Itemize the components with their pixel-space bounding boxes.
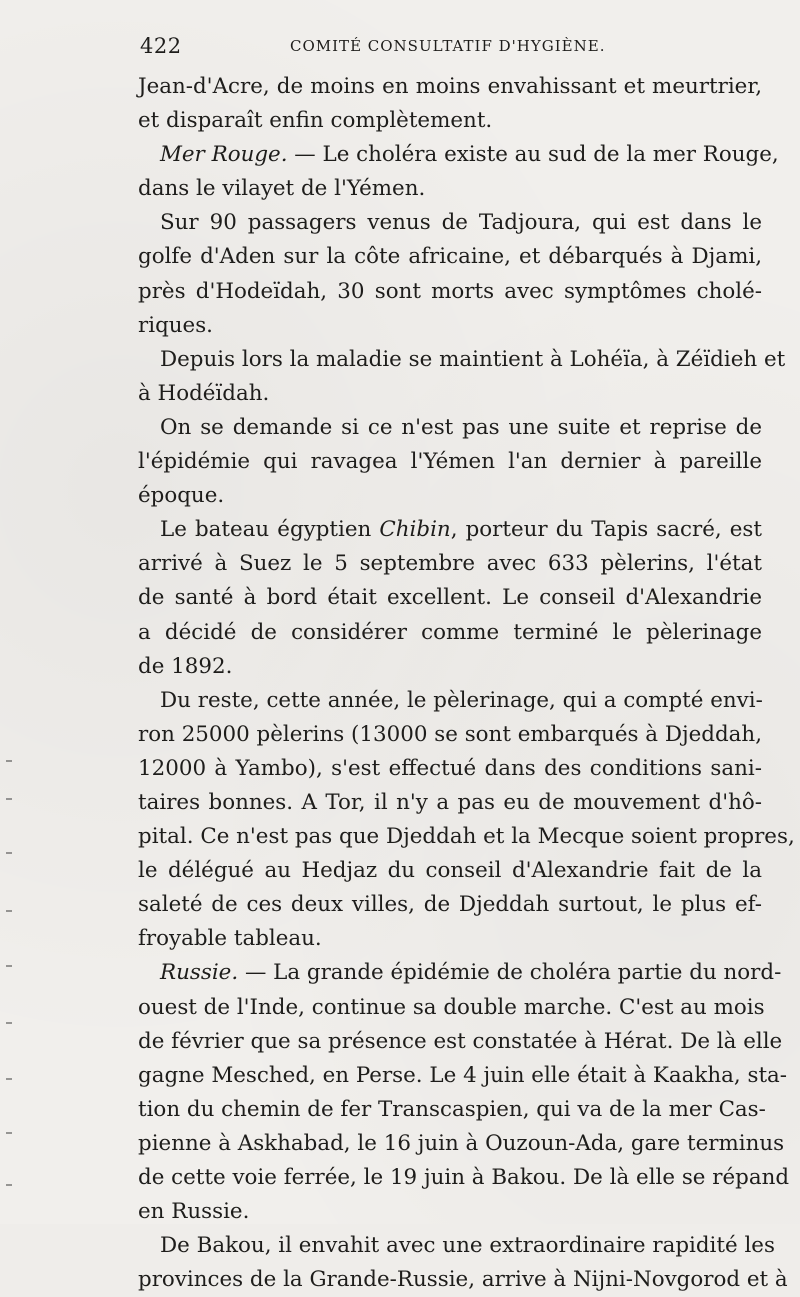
section-heading: Mer Rouge. [160, 142, 288, 168]
text-line: pienne à Askhabad, le 16 juin à Ouzoun-Ada, gare terminus [138, 1130, 785, 1156]
text-line: taires bonnes. A Tor, il n'y a pas eu de mouvement d'hô- [138, 789, 762, 815]
scan-mark [6, 965, 12, 967]
text-segment: , porteur du Tapis sacré, est [450, 517, 762, 543]
text-line: époque. [138, 483, 225, 509]
body-text [138, 70, 795, 1297]
text-line: golfe d'Aden sur la côte africaine, et débarqués à Djami, [138, 244, 762, 270]
scan-mark [6, 798, 12, 800]
text-line: de santé à bord était excellent. Le conseil d'Alexandrie [138, 585, 762, 611]
text-line: ron 25000 pèlerins (13000 se sont embarqués à Djeddah, [138, 721, 762, 747]
text-line: 12000 à Yambo), s'est effectué dans des conditions sani- [138, 755, 762, 781]
text-line: ouest de l'Inde, continue sa double marche. C'est au mois [138, 994, 765, 1020]
scan-mark [6, 1022, 12, 1024]
section-heading: Russie. [160, 960, 239, 986]
text-line: et disparaît enfin complètement. [138, 108, 493, 134]
text-line: de cette voie ferrée, le 19 juin à Bakou. De là elle se répand [138, 1165, 790, 1190]
scan-mark [6, 1132, 12, 1134]
text-line [138, 956, 782, 990]
text-line: saleté de ces deux villes, de Djeddah surtout, le plus ef- [138, 892, 762, 918]
text-line: de 1892. [138, 653, 233, 679]
text-line: gagne Mesched, en Perse. Le 4 juin elle était à Kaakha, sta- [138, 1062, 788, 1088]
text-line: Depuis lors la maladie se maintient à Lohéïa, à Zéïdieh et [160, 346, 786, 372]
margin-scan-marks [6, 760, 26, 1200]
text-line: l'épidémie qui ravagea l'Yémen l'an dernier à pareille [138, 449, 762, 475]
text-line: de février que sa présence est constatée à Hérat. De là elle [138, 1028, 783, 1054]
text-line [138, 513, 762, 547]
page-header [140, 34, 760, 64]
text-line: en Russie. [138, 1199, 250, 1225]
text-line: pital. Ce n'est pas que Djeddah et la Mecque soient propres, [138, 824, 795, 850]
text-line: tion du chemin de fer Transcaspien, qui va de la mer Cas- [138, 1096, 766, 1122]
text-line: On se demande si ce n'est pas une suite et reprise de [160, 414, 762, 440]
text-line: Sur 90 passagers venus de Tadjoura, qui est dans le [160, 210, 762, 236]
scan-mark [6, 910, 12, 912]
text-line: à Hodéïdah. [138, 380, 270, 406]
scan-mark [6, 852, 12, 854]
text-line: Du reste, cette année, le pèlerinage, qui a compté envi- [160, 687, 763, 713]
text-line: De Bakou, il envahit avec une extraordinaire rapidité les [160, 1233, 775, 1259]
text-line: arrivé à Suez le 5 septembre avec 633 pèlerins, l'état [138, 551, 762, 577]
text-line: dans le vilayet de l'Yémen. [138, 176, 426, 202]
page-number: 422 [140, 34, 182, 58]
text-line: le délégué au Hedjaz du conseil d'Alexandrie fait de la [138, 858, 762, 884]
scan-mark [6, 1184, 12, 1186]
text-line: Jean-d'Acre, de moins en moins envahissant et meurtrier, [138, 74, 762, 99]
text-line: a décidé de considérer comme terminé le pèlerinage [138, 619, 762, 645]
scan-mark [6, 760, 12, 762]
text-segment: Le bateau égyptien [160, 517, 380, 543]
text-segment: — La grande épidémie de choléra partie du nord- [238, 960, 782, 986]
text-line: près d'Hodeïdah, 30 sont morts avec symptômes cholé- [138, 278, 762, 304]
text-line: riques. [138, 312, 213, 338]
ship-name: Chibin [379, 517, 451, 543]
text-line [138, 138, 779, 172]
text-line: provinces de la Grande-Russie, arrive à Nijni-Novgorod et à [138, 1267, 788, 1293]
text-segment: — Le choléra existe au sud de la mer Rouge, [287, 142, 779, 168]
running-title: COMITÉ CONSULTATIF D'HYGIÈNE. [290, 37, 606, 55]
scan-mark [6, 1078, 12, 1080]
text-line: froyable tableau. [138, 926, 322, 952]
